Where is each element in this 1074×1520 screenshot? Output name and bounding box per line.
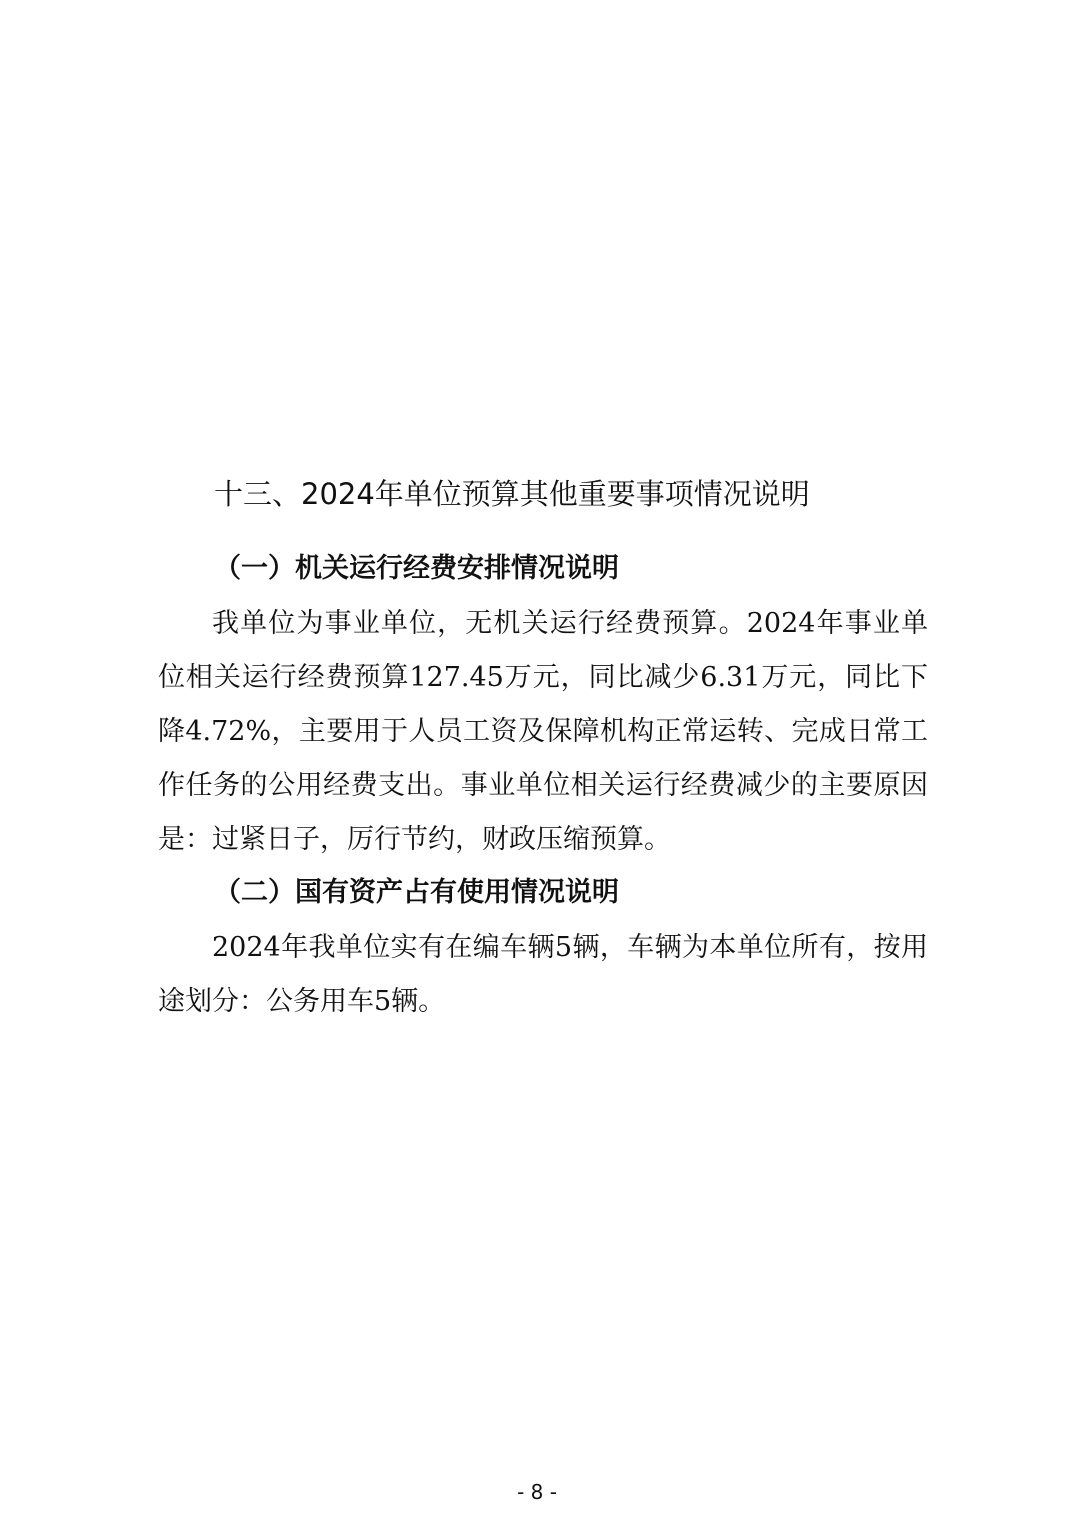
paragraph-operating-expenses: 我单位为事业单位，无机关运行经费预算。2024年事业单位相关运行经费预算127.45万元，同比减少6.31万元，同比下降4.72%，主要用于人员工资及保障机构正常运转、完成日常工作任务的公用经费支出。事业单位相关运行经费减少的主要原因是：过紧日子，厉行节约，财政压缩预算。: [158, 608, 928, 855]
section-title: 十三、2024年单位预算其他重要事项情况说明: [214, 477, 810, 511]
paragraph-state-assets: 2024年我单位实有在编车辆5辆，车辆为本单位所有，按用途划分：公务用车5辆。: [158, 932, 928, 1017]
page-number: - 8 -: [517, 1480, 557, 1504]
subsection-title-state-assets: （二）国有资产占有使用情况说明: [214, 877, 619, 908]
subsection-title-operating-expenses: （一）机关运行经费安排情况说明: [214, 553, 619, 584]
